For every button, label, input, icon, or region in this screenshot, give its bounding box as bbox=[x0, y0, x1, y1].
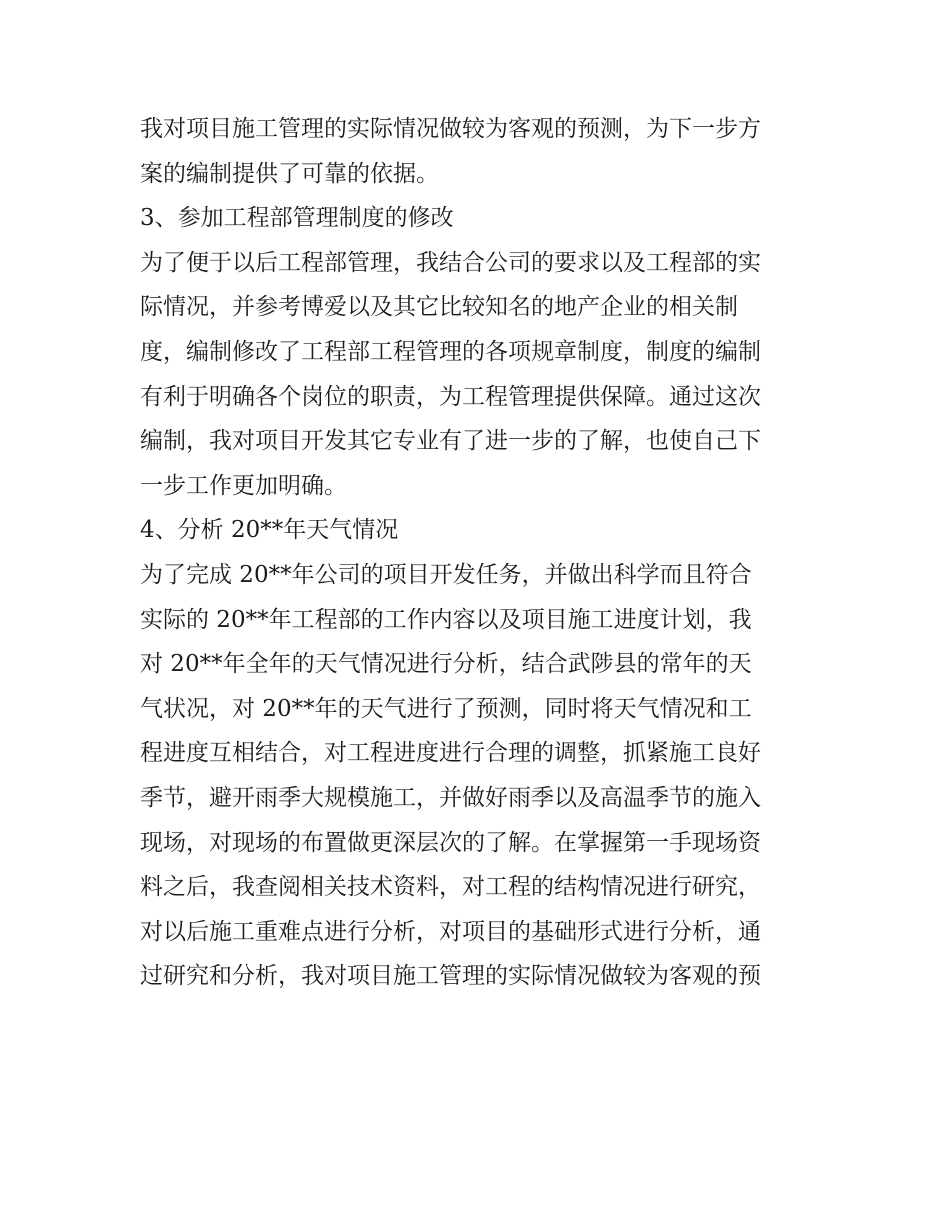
text-line: 对 20**年全年的天气情况进行分析，结合武陟县的常年的天 bbox=[140, 651, 752, 678]
text-line: 气状况，对 20**年的天气进行了预测，同时将天气情况和工 bbox=[140, 695, 752, 722]
text-line: 实际的 20**年工程部的工作内容以及项目施工进度计划，我 bbox=[140, 606, 752, 633]
text-line: 为了完成 20**年公司的项目开发任务，并做出科学而且符合 bbox=[140, 561, 752, 588]
text-line: 料之后，我查阅相关技术资料，对工程的结构情况进行研究， bbox=[140, 874, 761, 901]
text-line: 对以后施工重难点进行分析，对项目的基础形式进行分析，通 bbox=[140, 918, 761, 945]
text-line: 程进度互相结合，对工程进度进行合理的调整，抓紧施工良好 bbox=[140, 740, 761, 767]
text-line: 编制，我对项目开发其它专业有了进一步的了解，也使自己下 bbox=[140, 428, 761, 455]
text-line: 有利于明确各个岗位的职责，为工程管理提供保障。通过这次 bbox=[140, 383, 761, 410]
text-line: 过研究和分析，我对项目施工管理的实际情况做较为客观的预 bbox=[140, 963, 761, 990]
text-line: 为了便于以后工程部管理，我结合公司的要求以及工程部的实 bbox=[140, 249, 761, 276]
section-heading: 3、参加工程部管理制度的修改 bbox=[140, 205, 454, 232]
section-heading: 4、分析 20**年天气情况 bbox=[140, 517, 399, 544]
text-line: 一步工作更加明确。 bbox=[140, 472, 347, 499]
text-line: 际情况，并参考博爱以及其它比较知名的地产企业的相关制 bbox=[140, 294, 738, 321]
text-line: 我对项目施工管理的实际情况做较为客观的预测，为下一步方 bbox=[140, 116, 761, 142]
text-line: 季节，避开雨季大规模施工，并做好雨季以及高温季节的施入 bbox=[140, 784, 761, 811]
document-body bbox=[140, 107, 815, 999]
text-line: 案的编制提供了可靠的依据。 bbox=[140, 160, 439, 187]
text-line: 度，编制修改了工程部工程管理的各项规章制度，制度的编制 bbox=[140, 338, 761, 365]
text-line: 现场，对现场的布置做更深层次的了解。在掌握第一手现场资 bbox=[140, 829, 761, 856]
